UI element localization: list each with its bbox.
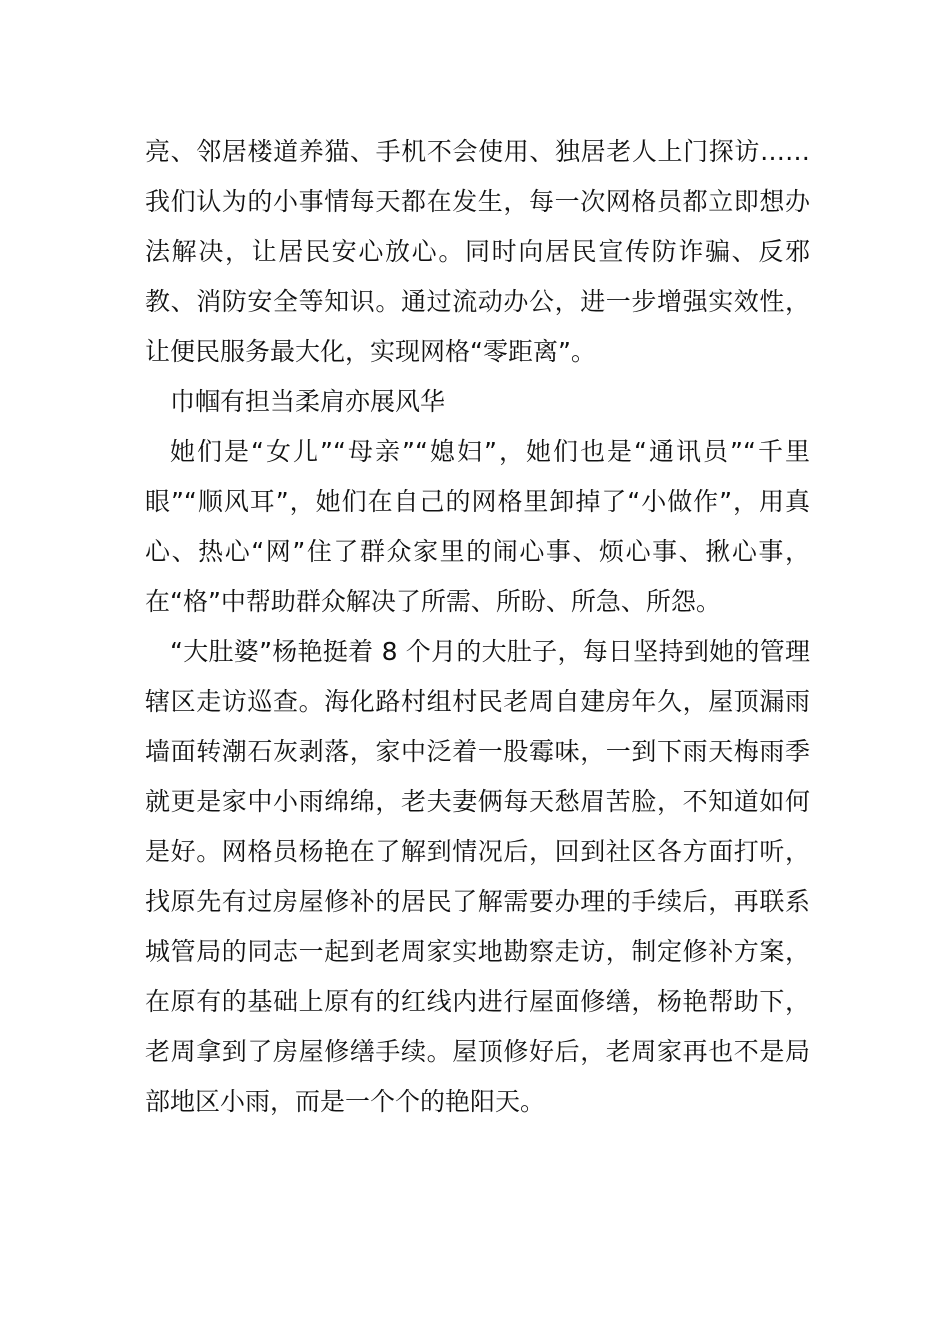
paragraph-continuation: 亮、邻居楼道养猫、手机不会使用、独居老人上门探访……我们认为的小事情每天都在发生，每一次网格员都立即想办法解决，让居民安心放心。同时向居民宣传防诈骗、反邪教、消防安全等知识。通过流动办公，进一步增强实效性，让便民服务最大化，实现网格“零距离”。 (145, 137, 810, 366)
paragraph-yang-yan-story: “大肚婆”杨艳挺着 8 个月的大肚子，每日坚持到她的管理辖区走访巡查。海化路村组村民老周自建房年久，屋顶漏雨墙面转潮石灰剥落，家中泛着一股霉味，一到下雨天梅雨季就更是家中小雨绵绵，老夫妻俩每天愁眉苦脸，不知道如何是好。网格员杨艳在了解到情况后，回到社区各方面打听，找原先有过房屋修补的居民了解需要办理的手续后，再联系城管局的同志一起到老周家实地勘察走访，制定修补方案，在原有的基础上原有的红线内进行屋面修缮，杨艳帮助下，老周拿到了房屋修缮手续。屋顶修好后，老周家再也不是局部地区小雨，而是一个个的艳阳天。 (145, 637, 810, 1116)
paragraph-women-roles: 她们是“女儿”“母亲”“媳妇”，她们也是“通讯员”“千里眼”“顺风耳”，她们在自己的网格里卸掉了“小做作”，用真心、热心“网”住了群众家里的闹心事、烦心事、揪心事，在“格”中帮助群众解决了所需、所盼、所急、所怨。 (145, 437, 810, 616)
section-heading: 巾帼有担当柔肩亦展风华 (170, 387, 446, 416)
document-body (145, 127, 810, 1127)
